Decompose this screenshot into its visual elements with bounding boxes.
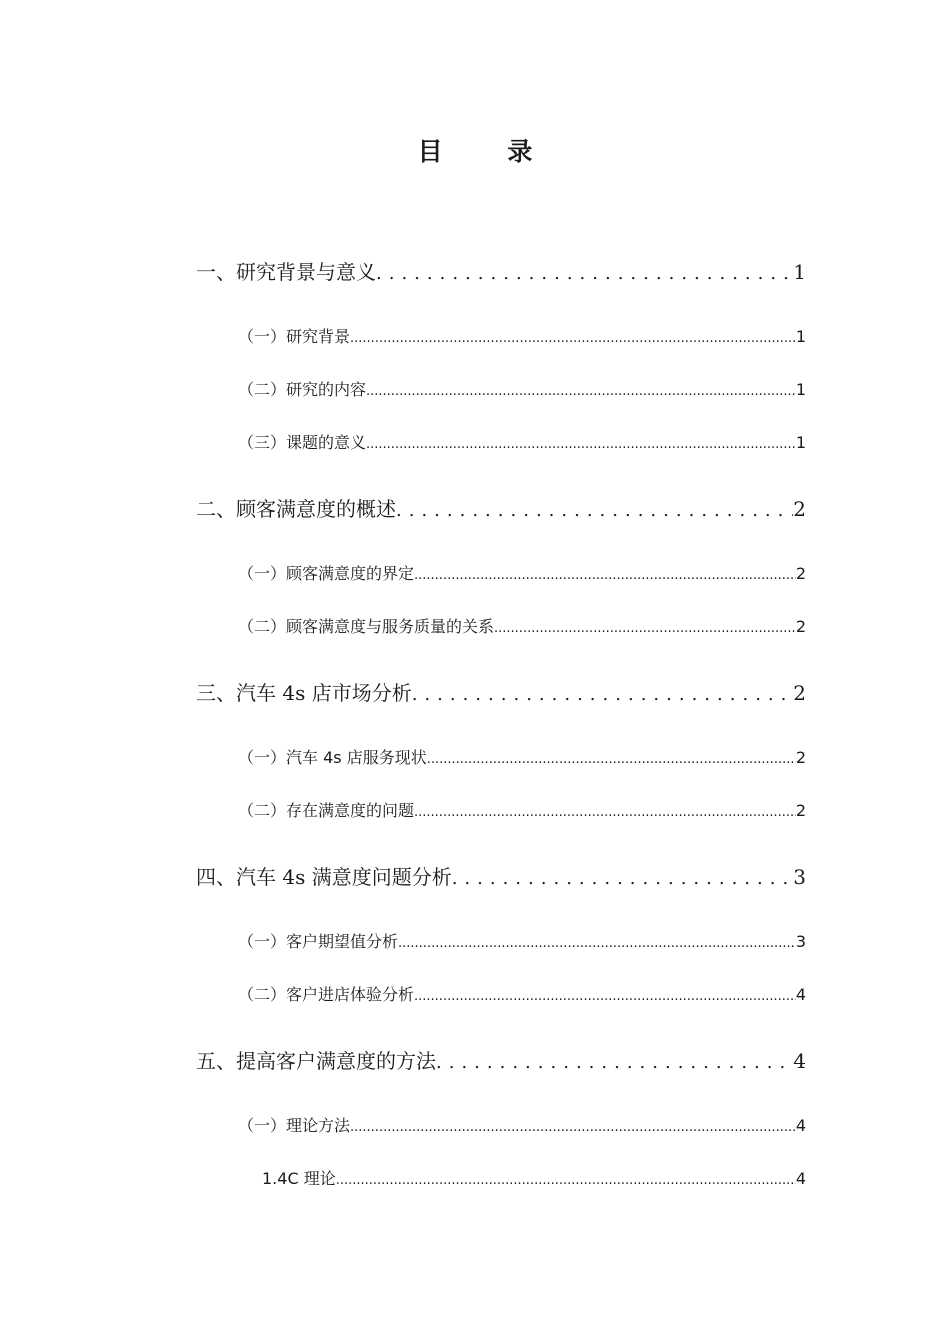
- toc-page-number: 2: [795, 617, 806, 636]
- toc-page-number: 2: [795, 564, 806, 583]
- toc-page-number: 4: [795, 1116, 806, 1135]
- dot-leader: [350, 331, 796, 346]
- toc-entry-section-1[interactable]: [196, 256, 806, 285]
- dot-leader: [414, 568, 796, 583]
- dot-leader: [414, 805, 796, 820]
- toc-entry-label: 三、汽车 4s 店市场分析: [196, 681, 412, 705]
- dot-leader: [366, 437, 796, 452]
- toc-entry-label: （二）客户进店体验分析: [238, 985, 415, 1004]
- toc-page-number: 3: [795, 932, 806, 951]
- dot-leader: [376, 263, 793, 284]
- dot-leader: [412, 684, 794, 705]
- toc-entry-section-2-2[interactable]: [238, 614, 806, 637]
- toc-page-number: 3: [793, 865, 806, 889]
- toc-page-number: 4: [793, 1049, 806, 1073]
- toc-page-number: 4: [795, 985, 806, 1004]
- dot-leader: [436, 1052, 793, 1073]
- toc-entry-section-4-2[interactable]: [238, 982, 806, 1005]
- toc-entry-label: （一）客户期望值分析: [238, 932, 399, 951]
- toc-entry-section-3-1[interactable]: [238, 745, 806, 768]
- toc-entry-section-4-1[interactable]: [238, 929, 806, 952]
- toc-page-number: 1: [795, 433, 806, 452]
- toc-page-number: 1: [793, 260, 806, 284]
- toc-entry-label: （二）研究的内容: [238, 380, 367, 399]
- toc-page-number: 2: [793, 497, 806, 521]
- toc-entry-label: （三）课题的意义: [238, 433, 367, 452]
- dot-leader: [396, 500, 793, 521]
- toc-page-number: 2: [795, 801, 806, 820]
- toc-page-number: 2: [793, 681, 806, 705]
- toc-entry-label: （一）研究背景: [238, 327, 351, 346]
- dot-leader: [336, 1173, 796, 1188]
- toc-entry-section-5[interactable]: [196, 1045, 806, 1074]
- toc-entry-section-1-1[interactable]: [238, 324, 806, 347]
- dot-leader: [398, 936, 796, 951]
- toc-entry-label: 四、汽车 4s 满意度问题分析: [196, 865, 452, 889]
- toc-entry-section-5-1[interactable]: [238, 1113, 806, 1136]
- toc-page-number: 1: [795, 380, 806, 399]
- toc-entry-label: （一）理论方法: [238, 1116, 351, 1135]
- toc-entry-section-1-2[interactable]: [238, 377, 806, 400]
- dot-leader: [366, 384, 796, 399]
- toc-entry-label: （二）顾客满意度与服务质量的关系: [238, 617, 495, 636]
- toc-entry-section-1-3[interactable]: [238, 430, 806, 453]
- toc-page-number: 1: [795, 327, 806, 346]
- toc-entry-label: （一）顾客满意度的界定: [238, 564, 415, 583]
- toc-entry-section-4[interactable]: [196, 861, 806, 890]
- dot-leader: [414, 989, 796, 1004]
- toc-entry-section-2[interactable]: [196, 493, 806, 522]
- toc-entry-label: 二、顾客满意度的概述: [196, 497, 396, 521]
- toc-entry-section-3-2[interactable]: [238, 798, 806, 821]
- toc-entry-label: 五、提高客户满意度的方法: [196, 1049, 436, 1073]
- dot-leader: [427, 752, 796, 767]
- dot-leader: [350, 1120, 796, 1135]
- dot-leader: [452, 868, 794, 889]
- toc-page-number: 2: [795, 748, 806, 767]
- toc-entry-label: 1.4C 理论: [262, 1169, 336, 1188]
- toc-entry-section-5-1-1[interactable]: [262, 1166, 806, 1189]
- toc-entry-section-2-1[interactable]: [238, 561, 806, 584]
- toc-page-number: 4: [795, 1169, 806, 1188]
- toc-title: 目 录: [417, 137, 561, 166]
- toc-entry-label: （一）汽车 4s 店服务现状: [238, 748, 427, 767]
- toc-entry-section-3[interactable]: [196, 677, 806, 706]
- dot-leader: [494, 621, 796, 636]
- toc-entry-label: （二）存在满意度的问题: [238, 801, 415, 820]
- toc-entry-label: 一、研究背景与意义: [196, 260, 376, 284]
